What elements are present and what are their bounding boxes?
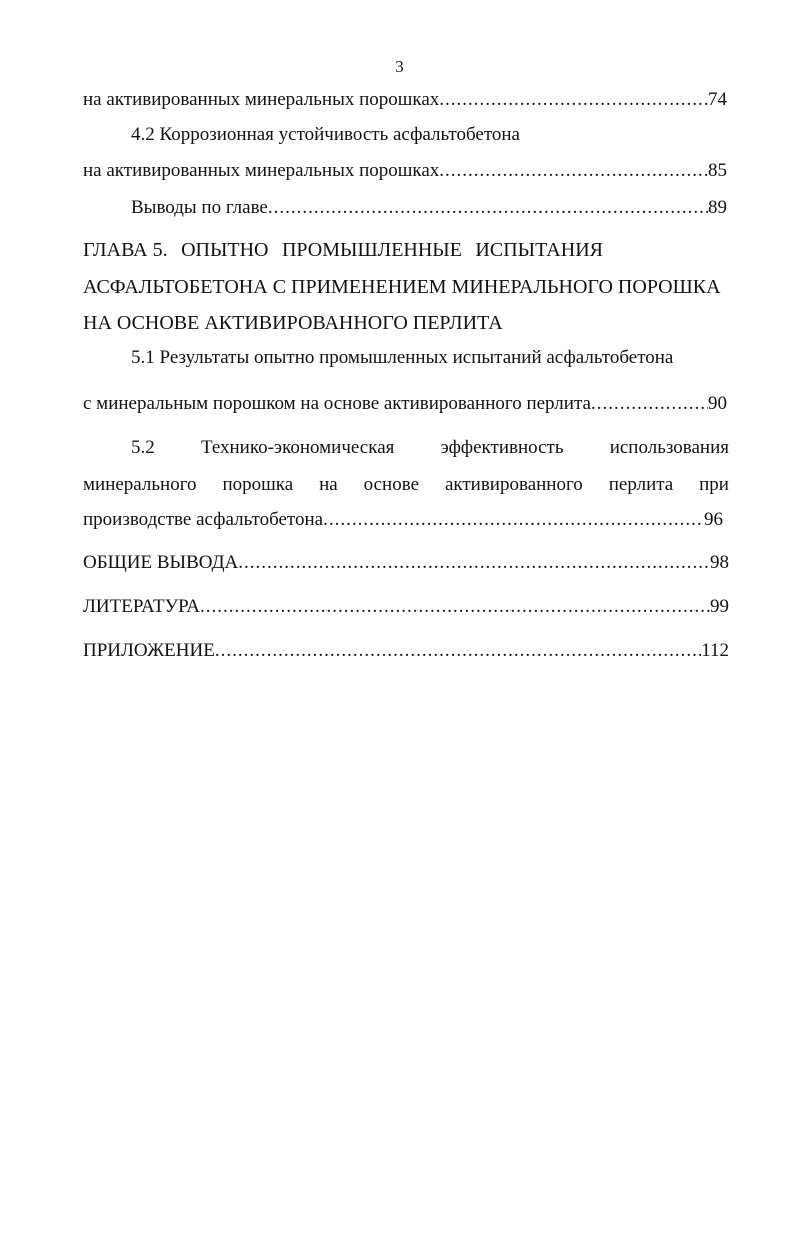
toc-page-number: 98 <box>710 552 729 573</box>
toc-word: Технико-экономическая <box>200 437 395 458</box>
toc-entry-5-2-line2[interactable] <box>83 473 729 497</box>
leader-dots <box>591 392 708 416</box>
toc-word: порошка <box>222 474 294 495</box>
toc-word: минерального <box>83 474 197 495</box>
toc-entry-text: с минеральным порошком на основе активированного перлита <box>83 393 591 414</box>
toc-entry-text: ПРИЛОЖЕНИЕ <box>83 640 215 661</box>
toc-word: 5.2 <box>131 437 155 458</box>
toc-word: эффективность <box>440 437 564 458</box>
toc-entry-5-1-title[interactable]: 5.1 Результаты опытно промышленных испытаний асфальтобетона <box>131 347 674 368</box>
chapter-5-heading-line1[interactable] <box>83 238 603 262</box>
toc-word: активированного <box>444 474 583 495</box>
toc-entry-4-1-cont[interactable] <box>83 88 727 112</box>
toc-entry-5-2-line1[interactable] <box>131 436 729 460</box>
chapter-5-heading-line2[interactable]: АСФАЛЬТОБЕТОНА С ПРИМЕНЕНИЕМ МИНЕРАЛЬНОГО ПОРОШКА <box>83 276 721 298</box>
toc-entry-4-2[interactable] <box>83 159 727 183</box>
toc-appendix[interactable] <box>83 639 729 663</box>
toc-word: перлита <box>608 474 674 495</box>
heading-word: ОПЫТНО <box>181 239 269 261</box>
toc-conclusions-ch4[interactable] <box>131 196 727 220</box>
toc-word: на <box>319 474 338 495</box>
leader-dots <box>268 196 708 220</box>
toc-entry-text: на активированных минеральных порошках <box>83 89 440 110</box>
toc-literature[interactable] <box>83 595 729 619</box>
toc-word: основе <box>363 474 420 495</box>
toc-entry-text: на активированных минеральных порошках <box>83 160 440 181</box>
toc-word: при <box>699 474 729 495</box>
toc-entry-text: ОБЩИЕ ВЫВОДА <box>83 552 239 573</box>
toc-entry-text: производстве асфальтобетона <box>83 509 324 530</box>
toc-page-number: 90 <box>708 393 727 414</box>
page-number: 3 <box>395 57 404 76</box>
chapter-5-heading-line3[interactable]: НА ОСНОВЕ АКТИВИРОВАННОГО ПЕРЛИТА <box>83 312 503 334</box>
toc-general-conclusions[interactable] <box>83 551 729 575</box>
toc-entry-5-2[interactable] <box>83 508 723 532</box>
leader-dots <box>238 551 710 575</box>
toc-page-number: 99 <box>710 596 729 617</box>
toc-page-number: 85 <box>708 160 727 181</box>
toc-entry-text: ЛИТЕРАТУРА <box>83 596 200 617</box>
leader-dots <box>439 159 708 183</box>
toc-word: использования <box>609 437 729 458</box>
toc-page-number: 96 <box>704 509 723 530</box>
leader-dots <box>439 88 708 112</box>
leader-dots <box>200 595 710 619</box>
heading-word: ПРОМЫШЛЕННЫЕ <box>281 239 462 261</box>
heading-word: ИСПЫТАНИЯ <box>475 239 603 261</box>
leader-dots <box>215 639 701 663</box>
toc-entry-5-1[interactable] <box>83 392 727 416</box>
toc-page-number: 74 <box>708 89 727 110</box>
toc-entry-4-2-title[interactable]: 4.2 Коррозионная устойчивость асфальтобетона <box>131 124 520 145</box>
leader-dots <box>323 508 704 532</box>
toc-entry-text: Выводы по главе <box>131 197 268 218</box>
toc-page-number: 89 <box>708 197 727 218</box>
heading-word: ГЛАВА 5. <box>83 239 168 261</box>
toc-page-number: 112 <box>701 640 729 661</box>
